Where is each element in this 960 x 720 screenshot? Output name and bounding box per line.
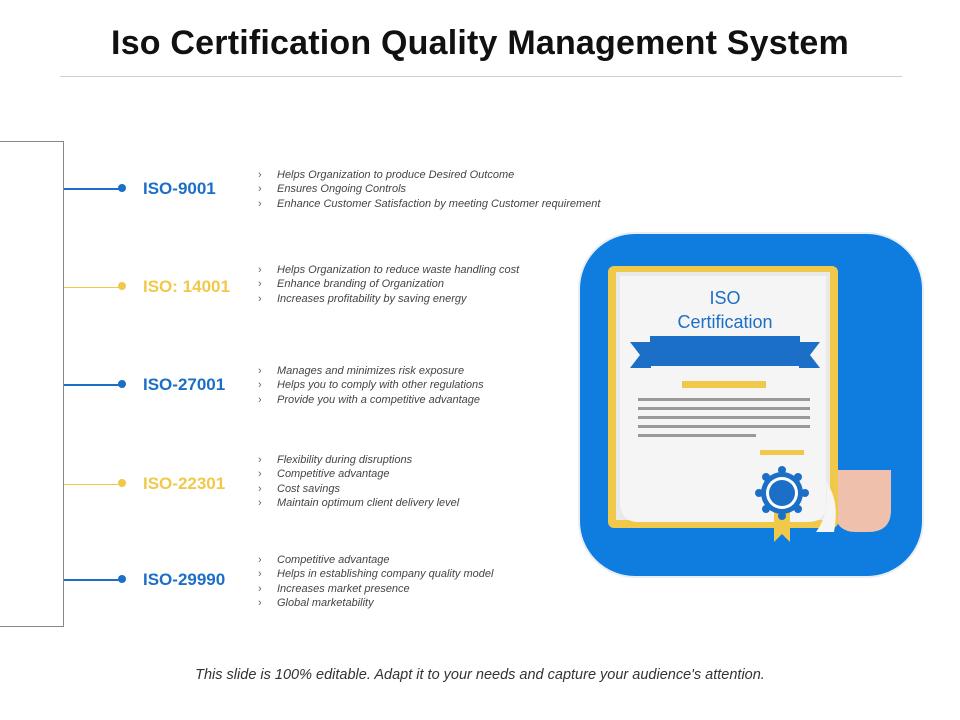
bullet-item: › Cost savings bbox=[258, 482, 459, 496]
connector-dot bbox=[118, 184, 126, 192]
connector-line bbox=[64, 188, 120, 190]
connector-dot bbox=[118, 575, 126, 583]
connector-dot bbox=[118, 282, 126, 290]
iso-label: ISO: 14001 bbox=[143, 277, 230, 296]
iso-label: ISO-29990 bbox=[143, 570, 226, 589]
connector-line bbox=[64, 287, 120, 288]
certificate-title-line2: Certification bbox=[677, 312, 773, 332]
bullet-item: › Global marketability bbox=[258, 596, 493, 610]
iso-14001-bullets bbox=[258, 263, 519, 306]
bullet-item: › Enhance branding of Organization bbox=[258, 277, 519, 291]
bullet-item: › Helps in establishing company quality model bbox=[258, 567, 493, 581]
connector-line bbox=[64, 484, 120, 485]
iso-22301-bullets bbox=[258, 453, 459, 510]
bullet-item: › Enhance Customer Satisfaction by meeting Customer requirement bbox=[258, 197, 600, 211]
iso-label: ISO-27001 bbox=[143, 375, 226, 394]
bullet-item: › Increases profitability by saving energy bbox=[258, 292, 519, 306]
bullet-item: › Helps Organization to produce Desired Outcome bbox=[258, 168, 600, 182]
bullet-item: › Ensures Ongoing Controls bbox=[258, 182, 600, 196]
certificate-title bbox=[640, 286, 810, 334]
iso-label: ISO-9001 bbox=[143, 179, 216, 198]
bullet-item: › Competitive advantage bbox=[258, 553, 493, 567]
bullet-item: › Provide you with a competitive advantage bbox=[258, 393, 484, 407]
connector-line bbox=[64, 384, 120, 386]
iso-27001-bullets bbox=[258, 364, 484, 407]
bullet-item: › Helps Organization to reduce waste handling cost bbox=[258, 263, 519, 277]
bullet-item: › Maintain optimum client delivery level bbox=[258, 496, 459, 510]
iso-29990-bullets bbox=[258, 553, 493, 610]
title-divider bbox=[60, 76, 902, 77]
iso-9001-bullets bbox=[258, 168, 600, 211]
bullet-item: › Increases market presence bbox=[258, 582, 493, 596]
connector-dot bbox=[118, 380, 126, 388]
connector-line bbox=[64, 579, 120, 581]
certificate-icon bbox=[578, 232, 924, 580]
connector-dot bbox=[118, 479, 126, 487]
bullet-item: › Flexibility during disruptions bbox=[258, 453, 459, 467]
slide-title: Iso Certification Quality Management System bbox=[111, 24, 849, 62]
footer-note: This slide is 100% editable. Adapt it to your needs and capture your audience's attention. bbox=[195, 667, 765, 683]
iso-label: ISO-22301 bbox=[143, 474, 226, 493]
bullet-item: › Competitive advantage bbox=[258, 467, 459, 481]
bullet-item: › Manages and minimizes risk exposure bbox=[258, 364, 484, 378]
bullet-item: › Helps you to comply with other regulations bbox=[258, 378, 484, 392]
certificate-title-line1: ISO bbox=[709, 288, 741, 308]
